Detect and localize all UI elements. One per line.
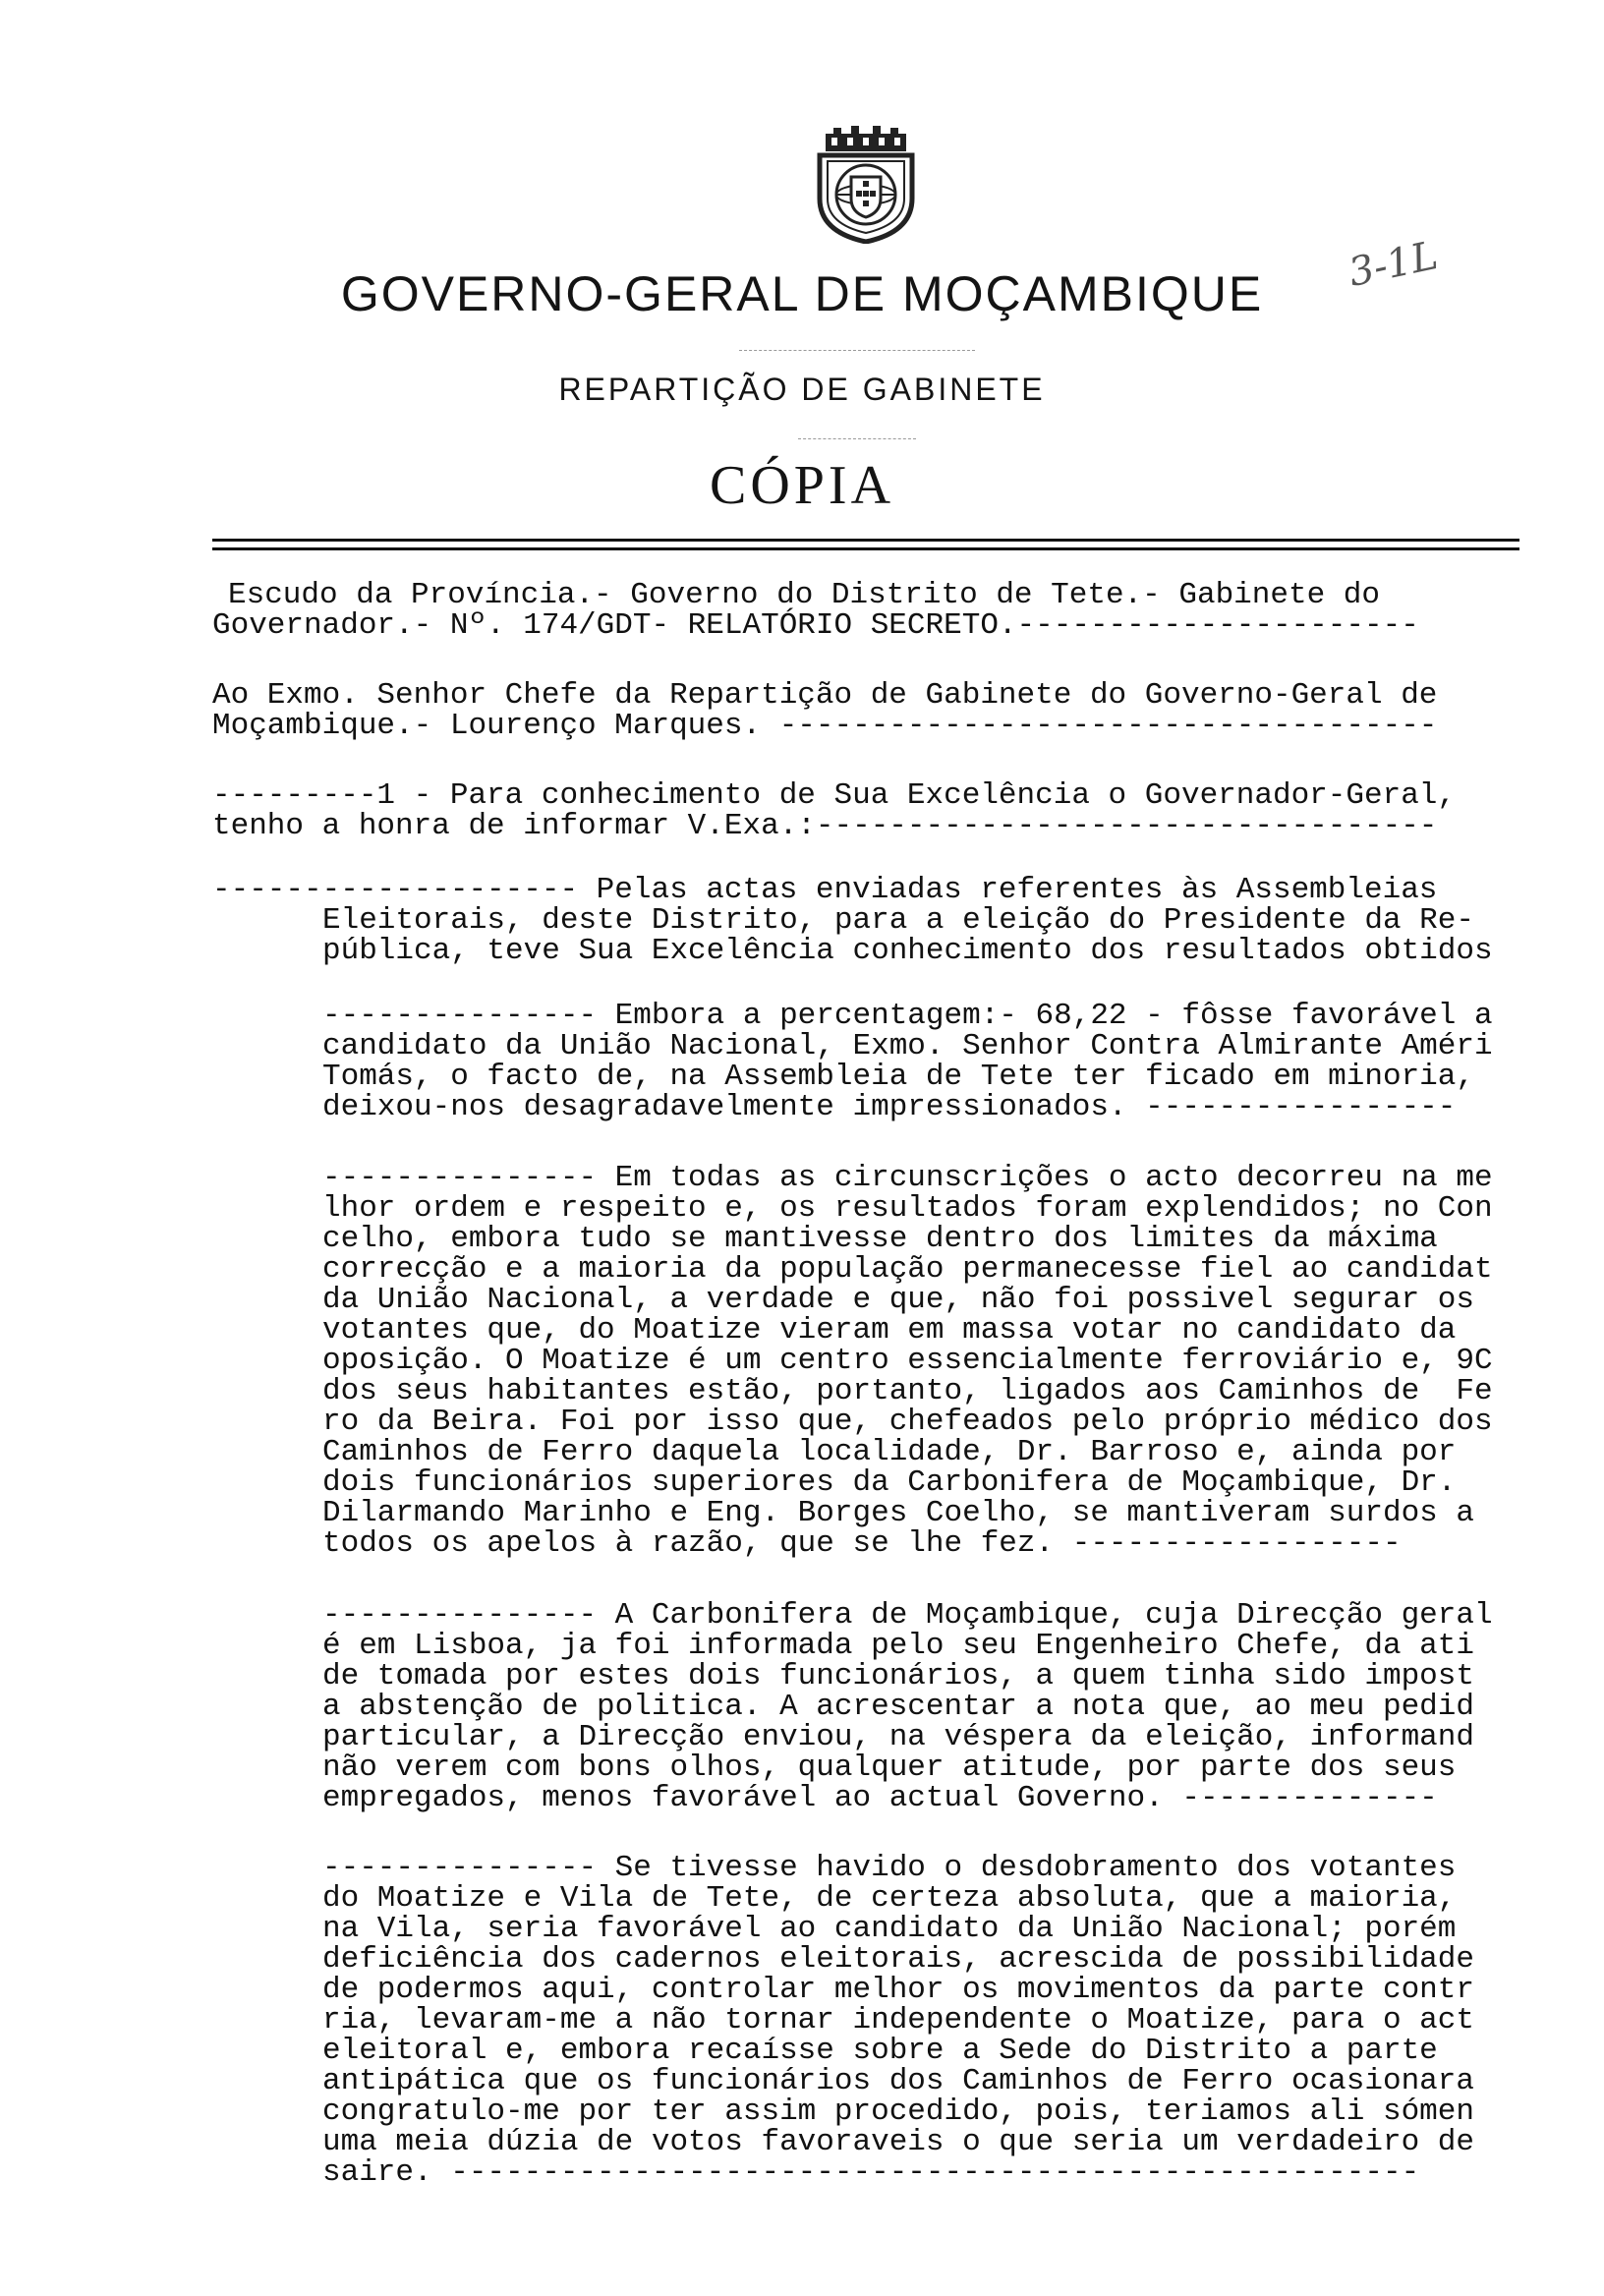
text-line: deficiência dos cadernos eleitorais, acrescida de possibilidade	[322, 1942, 1474, 1977]
text-line: todos os apelos à razão, que se lhe fez. ------------------	[322, 1526, 1402, 1561]
text-line: candidato da União Nacional, Exmo. Senhor Contra Almirante Améri	[322, 1029, 1493, 1063]
text-line: tenho a honra de informar V.Exa.:----------------------------------	[212, 809, 1438, 843]
text-line: Dilarmando Marinho e Eng. Borges Coelho, se mantiveram surdos a	[322, 1496, 1474, 1530]
text-line: eleitoral e, embora recaísse sobre a Sede do Distrito a parte	[322, 2034, 1438, 2068]
text-line: na Vila, seria favorável ao candidato da União Nacional; porém	[322, 1912, 1457, 1946]
text-line: a abstenção de politica. A acrescentar a nota que, ao meu pedid	[322, 1690, 1474, 1724]
text-line: congratulo-me por ter assim procedido, pois, teriamos ali sómen	[322, 2095, 1474, 2129]
subtitle-separator	[798, 438, 916, 439]
text-line: uma meia dúzia de votos favoraveis o que seria um verdadeiro de	[322, 2125, 1474, 2159]
title-separator	[739, 350, 975, 351]
text-line: celho, embora tudo se mantivesse dentro dos limites da máxima	[322, 1222, 1438, 1256]
text-line: ---------1 - Para conhecimento de Sua Excelência o Governador-Geral,	[212, 778, 1457, 813]
text-line: não verem com bons olhos, qualquer atitude, por parte dos seus	[322, 1751, 1457, 1785]
text-line: antipática que os funcionários dos Caminhos de Ferro ocasionara	[322, 2064, 1474, 2098]
text-line: Tomás, o facto de, na Assembleia de Tete ter ficado em minoria,	[322, 1060, 1474, 1094]
text-line: do Moatize e Vila de Tete, de certeza absoluta, que a maioria,	[322, 1881, 1457, 1916]
text-line: oposição. O Moatize é um centro essencialmente ferroviário e, 9C	[322, 1344, 1493, 1378]
text-line: ro da Beira. Foi por isso que, chefeados pelo próprio médico dos	[322, 1405, 1493, 1439]
text-line: particular, a Direcção enviou, na véspera da eleição, informand	[322, 1720, 1474, 1754]
text-line: ria, levaram-me a não tornar independente o Moatize, para o act	[322, 2003, 1474, 2038]
text-line: --------------- Em todas as circunscrições o acto decorreu na me	[322, 1161, 1493, 1195]
text-line: de tomada por estes dois funcionários, a quem tinha sido impost	[322, 1659, 1474, 1693]
text-line: --------------- A Carbonifera de Moçambique, cuja Direcção geral	[322, 1598, 1493, 1633]
text-line: empregados, menos favorável ao actual Governo. --------------	[322, 1781, 1438, 1815]
header-rule-bottom	[212, 547, 1519, 550]
text-line: -------------------- Pelas actas enviadas referentes às Assembleias	[212, 873, 1438, 907]
text-line: é em Lisboa, ja foi informada pelo seu Engenheiro Chefe, da ati	[322, 1629, 1474, 1663]
text-line: lhor ordem e respeito e, os resultados foram explendidos; no Con	[322, 1191, 1493, 1226]
header-rule-top	[212, 539, 1519, 542]
text-line: dos seus habitantes estão, portanto, ligados aos Caminhos de Fe	[322, 1374, 1493, 1408]
text-line: Eleitorais, deste Distrito, para a eleição do Presidente da Re-	[322, 903, 1474, 938]
text-line: de podermos aqui, controlar melhor os movimentos da parte contr	[322, 1973, 1474, 2007]
text-line: saire. -----------------------------------------------------	[322, 2155, 1420, 2190]
text-line: correcção e a maioria da população permanecesse fiel ao candidat	[322, 1252, 1493, 1287]
government-title: GOVERNO-GERAL DE MOÇAMBIQUE	[340, 266, 1264, 321]
handwritten-page-number: 3-1L	[1345, 233, 1442, 296]
portuguese-coat-of-arms-icon	[812, 122, 920, 244]
text-line: Caminhos de Ferro daquela localidade, Dr. Barroso e, ainda por	[322, 1435, 1457, 1469]
department-subtitle: REPARTIÇÃO DE GABINETE	[558, 372, 1046, 407]
copy-mark: CÓPIA	[709, 455, 895, 516]
text-line: --------------- Embora a percentagem:- 68,22 - fôsse favorável a	[322, 999, 1493, 1033]
text-line: Moçambique.- Lourenço Marques. ------------------------------------	[212, 709, 1438, 743]
text-line: deixou-nos desagradavelmente impressionados. -----------------	[322, 1090, 1457, 1124]
text-line: Governador.- Nº. 174/GDT- RELATÓRIO SECRETO.----------------------	[212, 608, 1419, 643]
text-line: pública, teve Sua Excelência conhecimento dos resultados obtidos	[322, 934, 1493, 968]
text-line: Escudo da Província.- Governo do Distrito de Tete.- Gabinete do	[228, 578, 1380, 612]
text-line: --------------- Se tivesse havido o desdobramento dos votantes	[322, 1851, 1457, 1885]
text-line: Ao Exmo. Senhor Chefe da Repartição de Gabinete do Governo-Geral de	[212, 678, 1438, 713]
text-line: dois funcionários superiores da Carbonifera de Moçambique, Dr.	[322, 1465, 1457, 1500]
text-line: da União Nacional, a verdade e que, não foi possivel segurar os	[322, 1283, 1474, 1317]
text-line: votantes que, do Moatize vieram em massa votar no candidato da	[322, 1313, 1457, 1348]
